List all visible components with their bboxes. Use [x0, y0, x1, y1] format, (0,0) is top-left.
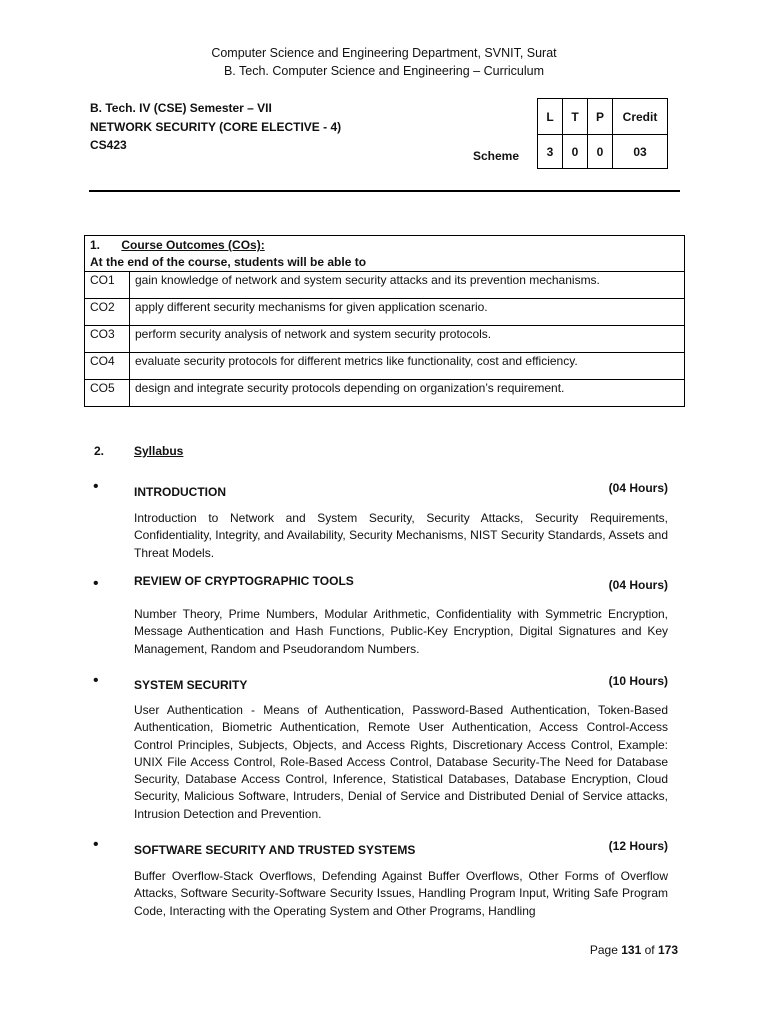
bullet-icon: •	[93, 836, 99, 853]
table-row	[85, 299, 685, 326]
topic-description: Number Theory, Prime Numbers, Modular Arithmetic, Confidentiality with Symmetric Encryption, Message Authentication and Hash Functions, Public-Key Encryption, Digital Signatures and Key Management, Random and Pseudorandom Numbers.	[134, 607, 668, 656]
co-text: gain knowledge of network and system security attacks and its prevention mechanisms.	[130, 272, 685, 299]
course-code: CS423	[90, 138, 127, 152]
page-number: 131	[621, 943, 642, 957]
table-row	[85, 326, 685, 353]
course-name: NETWORK SECURITY (CORE ELECTIVE - 4)	[90, 120, 342, 134]
bullet-icon: •	[93, 672, 99, 689]
divider	[89, 190, 680, 192]
co-text: apply different security mechanisms for given application scenario.	[130, 299, 685, 326]
topic-description: Buffer Overflow-Stack Overflows, Defending Against Buffer Overflows, Other Forms of Overflow Attacks, Software Security-Software Security Issues, Handling Program Input, Writing Safe Program Code, Interacting with the Operating System and Other Programs, Handling	[134, 869, 668, 918]
co-code: CO4	[85, 353, 130, 380]
topic-hours: (04 Hours)	[608, 578, 668, 592]
course-outcomes-table	[84, 235, 685, 407]
department-header: Computer Science and Engineering Department, SVNIT, Surat	[211, 46, 557, 60]
topic-title: SOFTWARE SECURITY AND TRUSTED SYSTEMS	[134, 843, 416, 857]
topic-description: Introduction to Network and System Security, Security Attacks, Security Requirements, Confidentiality, Integrity, and Availability, Security Mechanisms, NIST Security Standards, Assets and Threat Models.	[134, 511, 668, 560]
syllabus-section-number: 2.	[94, 444, 105, 458]
bullet-icon: •	[93, 478, 99, 495]
table-row	[85, 272, 685, 299]
topic-title: REVIEW OF CRYPTOGRAPHIC TOOLS	[134, 574, 354, 588]
co-section-title: Course Outcomes (COs):	[121, 238, 265, 252]
topic-hours: (04 Hours)	[608, 481, 668, 495]
scheme-header-p: P	[588, 99, 613, 135]
co-code: CO2	[85, 299, 130, 326]
scheme-label: Scheme	[473, 149, 520, 163]
table-row	[85, 380, 685, 407]
scheme-header-credit: Credit	[613, 99, 668, 135]
scheme-table	[537, 98, 668, 169]
page-label: Page	[589, 943, 618, 957]
scheme-value-t: 0	[563, 135, 588, 169]
table-row	[85, 353, 685, 380]
topic-hours: (12 Hours)	[608, 839, 668, 853]
scheme-value-p: 0	[588, 135, 613, 169]
of-label: of	[644, 943, 655, 957]
semester-title: B. Tech. IV (CSE) Semester – VII	[90, 101, 272, 115]
co-text: design and integrate security protocols depending on organization’s requirement.	[130, 380, 685, 407]
co-code: CO1	[85, 272, 130, 299]
curriculum-header: B. Tech. Computer Science and Engineering – Curriculum	[223, 64, 545, 78]
bullet-icon: •	[93, 575, 99, 592]
scheme-value-credit: 03	[613, 135, 668, 169]
co-section-number: 1.	[90, 238, 101, 252]
topic-title: INTRODUCTION	[134, 485, 226, 499]
topic-description: User Authentication - Means of Authentication, Password-Based Authentication, Token-Based Authentication, Biometric Authentication, Remote User Authentication, Access Control-Access Control Principles, Subjects, Objects, and Access Rights, Discretionary Access Control, Example: UNIX File Access Control, Role-Based Access Control, Database Security-The Need for Database Security, Database Access Control, Inference, Statistical Databases, Database Encryption, Cloud Security, Malicious Software, Intruders, Denial of Service and Distributed Denial of Service attacks, Intrusion Detection and Prevention.	[134, 703, 668, 821]
co-header-cell	[85, 236, 685, 272]
co-code: CO3	[85, 326, 130, 353]
scheme-header-l: L	[538, 99, 563, 135]
topic-hours: (10 Hours)	[608, 674, 668, 688]
syllabus-title: Syllabus	[134, 444, 184, 458]
page-footer	[590, 943, 678, 957]
co-text: evaluate security protocols for different metrics like functionality, cost and efficiency.	[130, 353, 685, 380]
scheme-header-t: T	[563, 99, 588, 135]
scheme-value-l: 3	[538, 135, 563, 169]
co-intro: At the end of the course, students will be able to	[90, 255, 367, 269]
co-code: CO5	[85, 380, 130, 407]
co-heading	[90, 237, 679, 254]
total-pages: 173	[657, 943, 678, 957]
co-text: perform security analysis of network and system security protocols.	[130, 326, 685, 353]
topic-title: SYSTEM SECURITY	[134, 678, 248, 692]
